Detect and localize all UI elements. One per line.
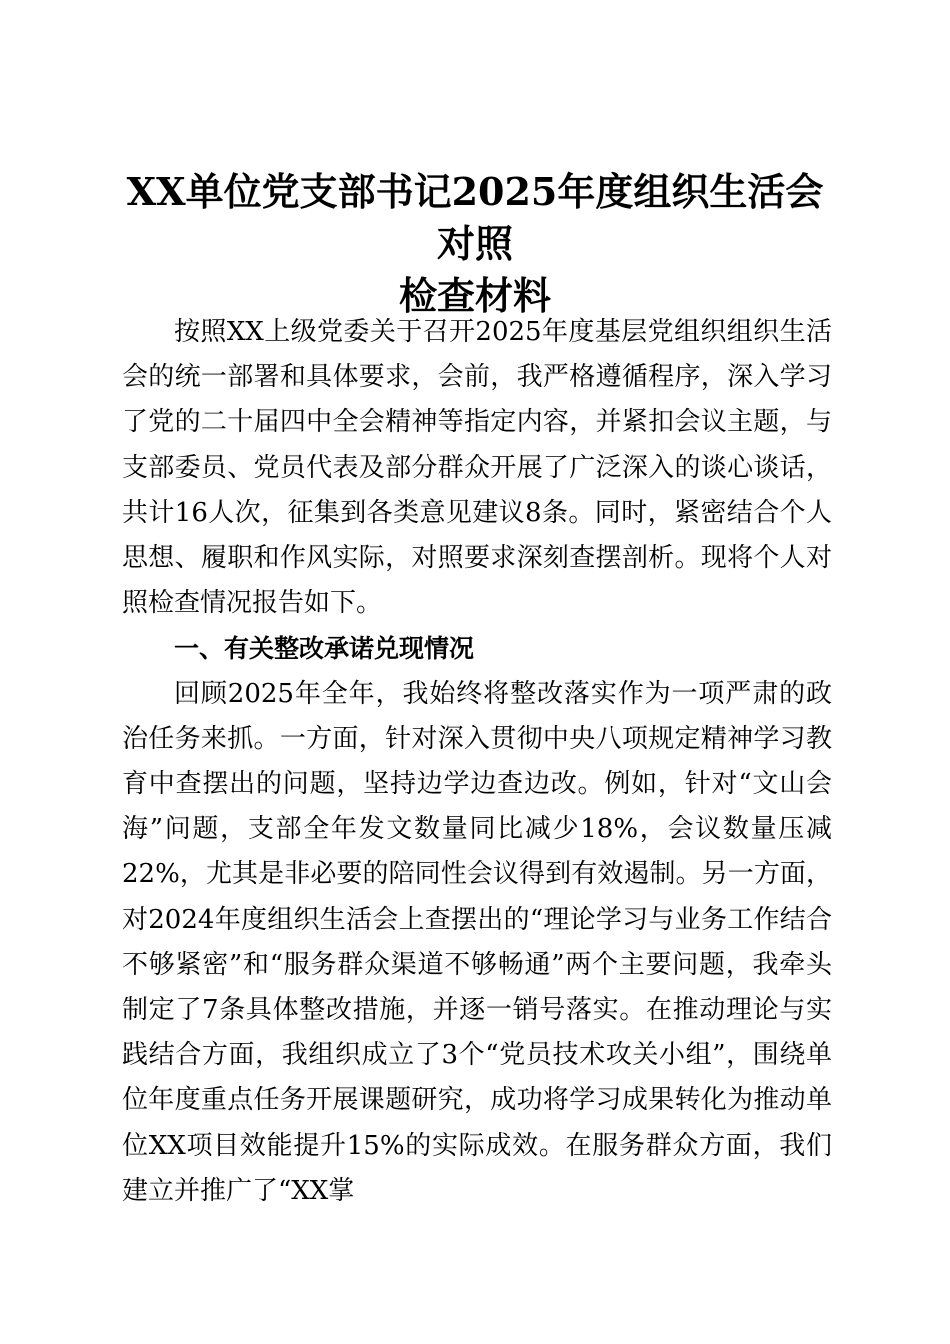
title-line-2: 检查材料 (398, 273, 551, 318)
section-heading: 一、有关整改承诺兑现情况 (174, 634, 475, 664)
document-title (110, 166, 840, 322)
intro-paragraph: 按照XX上级党委关于召开2025年度基层党组织组织生活会的统一部署和具体要求，会前，我严格遵循程序，深入学习了党的二十届四中全会精神等指定内容，并紧扣会议主题，与支部委员、党员代表及部分群众开展了广泛深入的谈心谈话，共计16人次，征集到各类意见建议8条。同时，紧密结合个人思想、履职和作风实际，对照要求深刻查摆剖析。现将个人对照检查情况报告如下。 (122, 317, 832, 619)
section-paragraph: 回顾2025年全年，我始终将整改落实作为一项严肃的政治任务来抓。一方面，针对深入贯彻中央八项规定精神学习教育中查摆出的问题，坚持边学边查边改。例如，针对“文山会海”问题，支部全年发文数量同比减少18%，会议数量压减22%，尤其是非必要的陪同性会议得到有效遏制。另一方面，对2024年度组织生活会上查摆出的“理论学习与业务工作结合不够紧密”和“服务群众渠道不够畅通”两个主要问题，我牵头制定了7条具体整改措施，并逐一销号落实。在推动理论与实践结合方面，我组织成立了3个“党员技术攻关小组”，围绕单位年度重点任务开展课题研究，成功将学习成果转化为推动单位XX项目效能提升15%的实际成效。在服务群众方面，我们建立并推广了“XX掌 (122, 678, 832, 1206)
title-line-1: XX单位党支部书记2025年度组织生活会对照 (126, 169, 824, 266)
document-body (122, 310, 832, 1214)
